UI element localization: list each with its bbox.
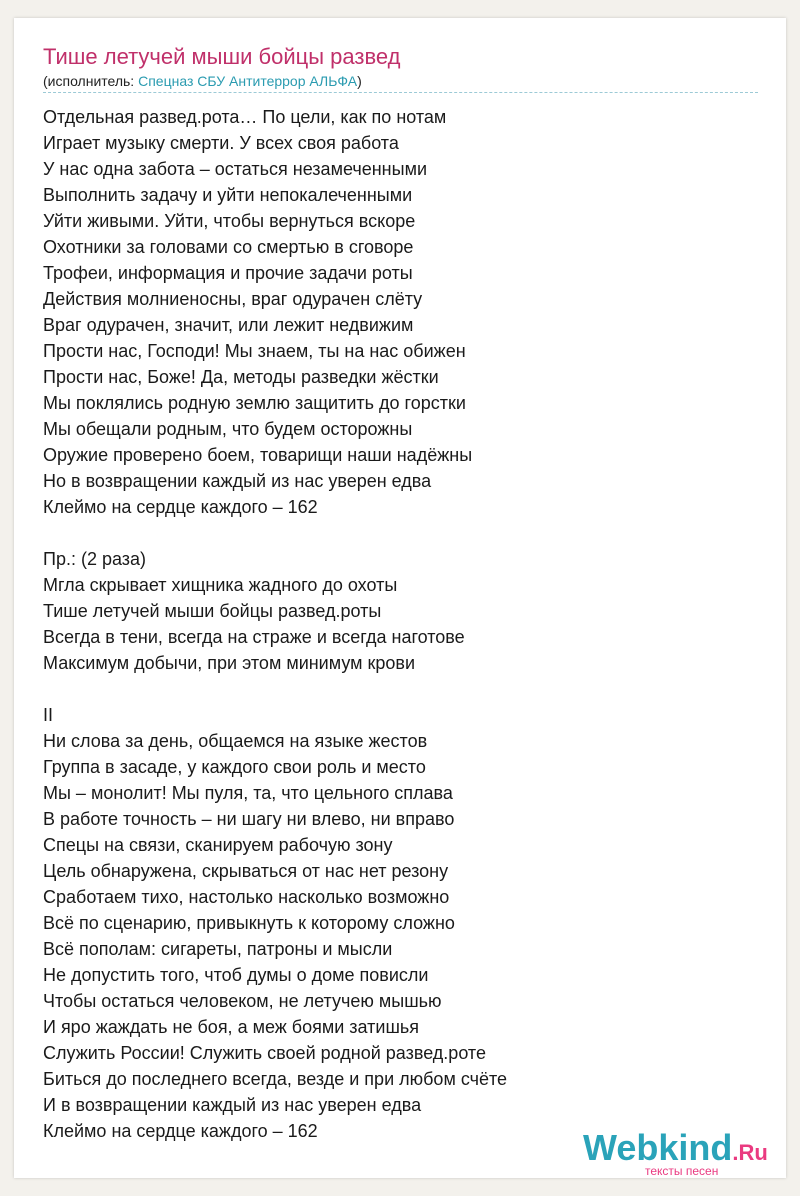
- artist-link[interactable]: Спецназ СБУ Антитеррор АЛЬФА: [138, 73, 358, 89]
- lyric-line: Ни слова за день, общаемся на языке жестов: [43, 731, 428, 751]
- lyric-line: Но в возвращении каждый из нас уверен едва: [43, 471, 432, 491]
- lyric-line: Враг одурачен, значит, или лежит недвижим: [43, 315, 414, 335]
- lyric-line: Всё пополам: сигареты, патроны и мысли: [43, 939, 393, 959]
- lyric-line: Мы – монолит! Мы пуля, та, что цельного сплава: [43, 783, 453, 803]
- logo-suffix: .Ru: [732, 1140, 768, 1165]
- lyric-line: И в возвращении каждый из нас уверен едва: [43, 1095, 422, 1115]
- lyric-line: В работе точность – ни шагу ни влево, ни вправо: [43, 809, 455, 829]
- lyric-line: Служить России! Служить своей родной развед.роте: [43, 1043, 486, 1063]
- lyric-line: Действия молниеносны, враг одурачен слёту: [43, 289, 423, 309]
- lyric-line: Тише летучей мыши бойцы развед.роты: [43, 601, 382, 621]
- lyric-line: Мы обещали родным, что будем осторожны: [43, 419, 413, 439]
- artist-line: [43, 73, 362, 89]
- lyric-line: Оружие проверено боем, товарищи наши надёжны: [43, 445, 473, 465]
- stanza-gap: [43, 520, 763, 546]
- lyric-line: Прости нас, Господи! Мы знаем, ты на нас обижен: [43, 341, 466, 361]
- lyric-line: Играет музыку смерти. У всех своя работа: [43, 133, 399, 153]
- lyric-line: II: [43, 705, 54, 725]
- lyric-line: И яро жаждать не боя, а меж боями затишья: [43, 1017, 420, 1037]
- artist-prefix: (исполнитель:: [43, 73, 139, 89]
- lyric-line: Клеймо на сердце каждого – 162: [43, 1121, 318, 1141]
- lyric-line: Клеймо на сердце каждого – 162: [43, 497, 318, 517]
- lyric-line: Выполнить задачу и уйти непокалеченными: [43, 185, 413, 205]
- song-title: Тише летучей мыши бойцы развед: [43, 44, 401, 69]
- lyric-line: Спецы на связи, сканируем рабочую зону: [43, 835, 393, 855]
- logo-name: Webkind: [583, 1127, 733, 1168]
- lyric-line: У нас одна забота – остаться незамеченными: [43, 159, 427, 179]
- lyric-line: Уйти живыми. Уйти, чтобы вернуться вскоре: [43, 211, 416, 231]
- lyric-line: Охотники за головами со смертью в сговоре: [43, 237, 414, 257]
- lyric-line: Отдельная развед.рота… По цели, как по нотам: [43, 107, 447, 127]
- lyric-line: Максимум добычи, при этом минимум крови: [43, 653, 416, 673]
- title-divider: [43, 92, 758, 93]
- lyric-line: Чтобы остаться человеком, не летучею мышью: [43, 991, 442, 1011]
- lyric-line: Трофеи, информация и прочие задачи роты: [43, 263, 413, 283]
- lyric-line: Мгла скрывает хищника жадного до охоты: [43, 575, 398, 595]
- lyric-line: Сработаем тихо, настолько насколько возможно: [43, 887, 450, 907]
- lyric-line: Группа в засаде, у каждого свои роль и место: [43, 757, 426, 777]
- lyric-line: Пр.: (2 раза): [43, 549, 147, 569]
- lyric-line: Цель обнаружена, скрываться от нас нет резону: [43, 861, 449, 881]
- logo-tagline: тексты песен: [645, 1164, 719, 1178]
- lyric-line: Не допустить того, чтоб думы о доме повисли: [43, 965, 429, 985]
- lyric-line: Всё по сценарию, привыкнуть к которому сложно: [43, 913, 455, 933]
- lyric-line: Биться до последнего всегда, везде и при любом счёте: [43, 1069, 508, 1089]
- lyrics-body: [43, 104, 763, 1144]
- lyric-line: Всегда в тени, всегда на страже и всегда наготове: [43, 627, 465, 647]
- stanza-gap: [43, 676, 763, 702]
- artist-suffix: ): [357, 73, 362, 89]
- lyric-line: Мы поклялись родную землю защитить до горстки: [43, 393, 466, 413]
- lyric-line: Прости нас, Боже! Да, методы разведки жёстки: [43, 367, 439, 387]
- site-logo[interactable]: [583, 1128, 783, 1178]
